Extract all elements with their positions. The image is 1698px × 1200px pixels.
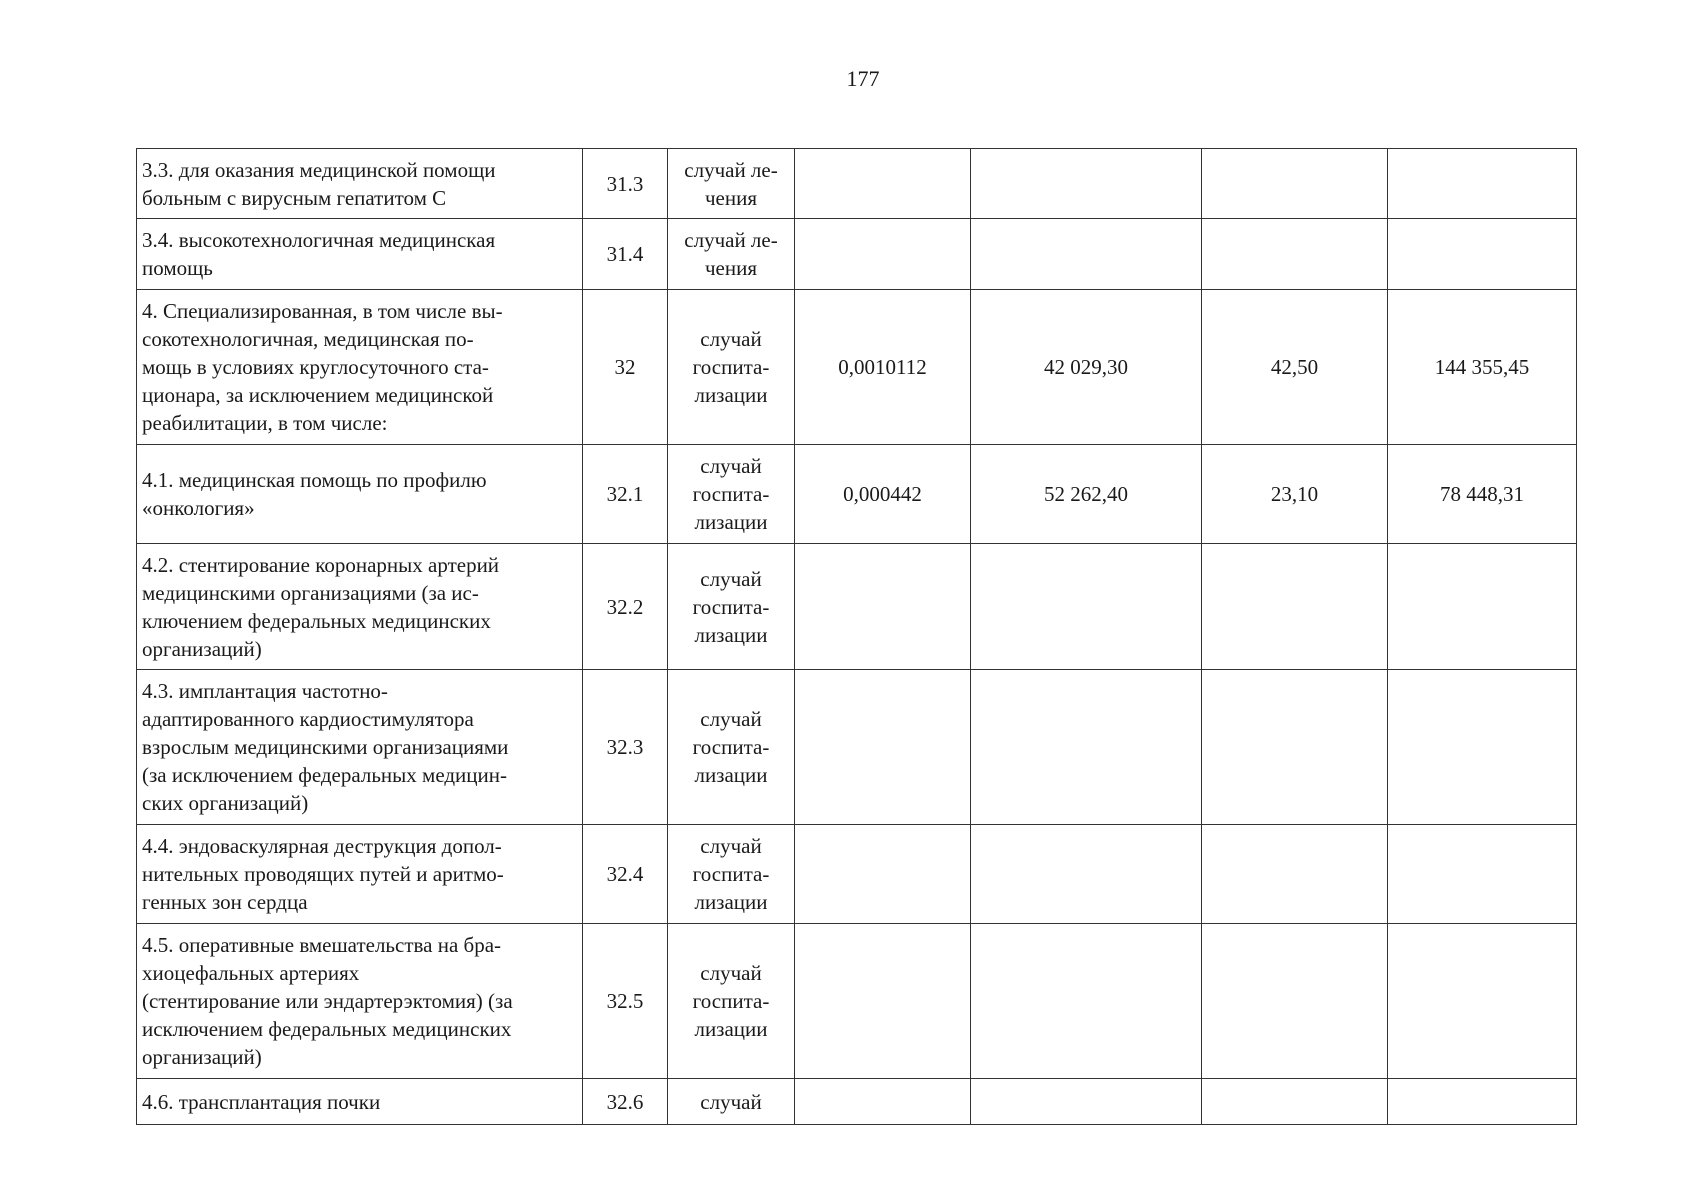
value-cell-v4 [1388, 219, 1577, 290]
value-cell-v3 [1202, 670, 1388, 825]
cell-text-line: случай [700, 1089, 762, 1114]
cell-text-line: ключением федеральных медицинских [142, 608, 491, 633]
value-cell-v1 [795, 1079, 971, 1125]
cell-text-line: медицинскими организациями (за ис- [142, 580, 479, 605]
indicator-name-cell [137, 544, 583, 670]
value-cell-v3: 42,50 [1202, 290, 1388, 445]
cell-text-line: случай [700, 327, 762, 351]
cell-text-line: лизации [694, 383, 768, 407]
cell-text-line: госпита- [692, 482, 770, 506]
cell-text-line: хиоцефальных артериях [142, 961, 360, 985]
value-cell-v1 [795, 670, 971, 825]
cell-text-line: организаций) [142, 1045, 262, 1069]
unit-cell [668, 445, 795, 544]
cell-text-line: случай ле- [684, 157, 778, 182]
value-cell-v2 [971, 924, 1202, 1079]
line-number-cell: 32.4 [583, 825, 668, 924]
table-row [137, 1079, 1577, 1125]
cell-text-line: лизации [694, 763, 768, 787]
value-cell-v3 [1202, 544, 1388, 670]
cell-text-line: организаций) [142, 636, 262, 661]
cell-text-line: генных зон сердца [142, 890, 308, 914]
cell-text-line: лизации [694, 510, 768, 534]
indicator-name-cell [137, 924, 583, 1079]
cell-text-line: 3.3. для оказания медицинской помощи [142, 157, 496, 182]
cell-text-line: лизации [694, 1017, 768, 1041]
indicator-name-cell [137, 445, 583, 544]
line-number-cell: 32.6 [583, 1079, 668, 1125]
value-cell-v4: 78 448,31 [1388, 445, 1577, 544]
unit-cell [668, 825, 795, 924]
value-cell-v3 [1202, 149, 1388, 219]
value-cell-v3: 23,10 [1202, 445, 1388, 544]
cell-text-line: ционара, за исключением медицинской [142, 383, 494, 407]
cell-text-line: больным с вирусным гепатитом С [142, 185, 447, 210]
line-number-cell: 32.3 [583, 670, 668, 825]
value-cell-v3 [1202, 825, 1388, 924]
cell-text-line: помощь [142, 256, 213, 280]
unit-cell [668, 544, 795, 670]
value-cell-v2 [971, 544, 1202, 670]
cell-text-line: госпита- [692, 735, 770, 759]
line-number-cell: 32.2 [583, 544, 668, 670]
cell-text-line: случай [700, 961, 762, 985]
cell-text-line: (стентирование или эндартерэктомия) (за [142, 989, 513, 1013]
unit-cell [668, 149, 795, 219]
cell-text-line: случай [700, 707, 762, 731]
indicator-name-cell [137, 825, 583, 924]
value-cell-v4 [1388, 544, 1577, 670]
value-cell-v1 [795, 924, 971, 1079]
value-cell-v2: 52 262,40 [971, 445, 1202, 544]
table-row [137, 544, 1577, 670]
cell-text-line: лизации [694, 622, 768, 647]
indicator-name-cell [137, 1079, 583, 1125]
cell-text-line: 3.4. высокотехнологичная медицинская [142, 228, 496, 252]
unit-cell [668, 924, 795, 1079]
cell-text-line: госпита- [692, 989, 770, 1013]
indicator-name-cell [137, 290, 583, 445]
table-row [137, 290, 1577, 445]
value-cell-v2 [971, 149, 1202, 219]
value-cell-v3 [1202, 924, 1388, 1079]
value-cell-v1 [795, 219, 971, 290]
unit-cell [668, 1079, 795, 1125]
table-row [137, 445, 1577, 544]
cell-text-line: мощь в условиях круглосуточного ста- [142, 355, 489, 379]
line-number-cell: 31.3 [583, 149, 668, 219]
cell-text-line: 4.4. эндоваскулярная деструкция допол- [142, 834, 502, 858]
indicator-name-cell [137, 670, 583, 825]
cell-text-line: 4.1. медицинская помощь по профилю [142, 468, 487, 492]
line-number-cell: 32.5 [583, 924, 668, 1079]
value-cell-v2 [971, 670, 1202, 825]
value-cell-v2 [971, 1079, 1202, 1125]
table-row [137, 149, 1577, 219]
cell-text-line: случай [700, 834, 762, 858]
unit-cell [668, 670, 795, 825]
cell-text-line: 4.3. имплантация частотно- [142, 679, 388, 703]
value-cell-v4: 144 355,45 [1388, 290, 1577, 445]
cell-text-line: лизации [694, 890, 768, 914]
cell-text-line: нительных проводящих путей и аритмо- [142, 862, 504, 886]
cell-text-line: 4.2. стентирование коронарных артерий [142, 552, 500, 577]
unit-cell [668, 219, 795, 290]
indicator-name-cell [137, 219, 583, 290]
value-cell-v1 [795, 149, 971, 219]
value-cell-v3 [1202, 1079, 1388, 1125]
value-cell-v2 [971, 825, 1202, 924]
table-row [137, 219, 1577, 290]
indicator-name-cell [137, 149, 583, 219]
line-number-cell: 31.4 [583, 219, 668, 290]
cell-text-line: взрослым медицинскими организациями [142, 735, 509, 759]
page-number: 177 [846, 66, 880, 91]
value-cell-v4 [1388, 670, 1577, 825]
table-row [137, 924, 1577, 1079]
value-cell-v1 [795, 825, 971, 924]
cell-text-line: сокотехнологичная, медицинская по- [142, 327, 474, 351]
cell-text-line: госпита- [692, 355, 770, 379]
table-row [137, 670, 1577, 825]
table-row [137, 825, 1577, 924]
table-body [137, 149, 1577, 1125]
cell-text-line: исключением федеральных медицинских [142, 1017, 512, 1041]
cell-text-line: случай ле- [684, 228, 778, 252]
cell-text-line: случай [700, 454, 762, 478]
cell-text-line: госпита- [692, 594, 770, 619]
value-cell-v3 [1202, 219, 1388, 290]
value-cell-v2 [971, 219, 1202, 290]
cell-text-line: ских организаций) [142, 791, 309, 815]
value-cell-v4 [1388, 924, 1577, 1079]
line-number-cell: 32.1 [583, 445, 668, 544]
value-cell-v4 [1388, 1079, 1577, 1125]
value-cell-v1: 0,000442 [795, 445, 971, 544]
value-cell-v4 [1388, 825, 1577, 924]
cell-text-line: 4.6. трансплантация почки [142, 1089, 381, 1114]
cell-text-line: (за исключением федеральных медицин- [142, 763, 507, 787]
medical-care-table [136, 148, 1577, 1125]
cell-text-line: госпита- [692, 862, 770, 886]
value-cell-v4 [1388, 149, 1577, 219]
cell-text-line: реабилитации, в том числе: [142, 411, 388, 435]
cell-text-line: чения [704, 256, 758, 280]
value-cell-v2: 42 029,30 [971, 290, 1202, 445]
line-number-cell: 32 [583, 290, 668, 445]
cell-text-line: «онкология» [142, 496, 255, 520]
unit-cell [668, 290, 795, 445]
value-cell-v1 [795, 544, 971, 670]
value-cell-v1: 0,0010112 [795, 290, 971, 445]
cell-text-line: случай [700, 566, 762, 591]
cell-text-line: 4.5. оперативные вмешательства на бра- [142, 933, 502, 957]
cell-text-line: чения [704, 185, 758, 210]
cell-text-line: адаптированного кардиостимулятора [142, 707, 474, 731]
cell-text-line: 4. Специализированная, в том числе вы- [142, 299, 503, 323]
